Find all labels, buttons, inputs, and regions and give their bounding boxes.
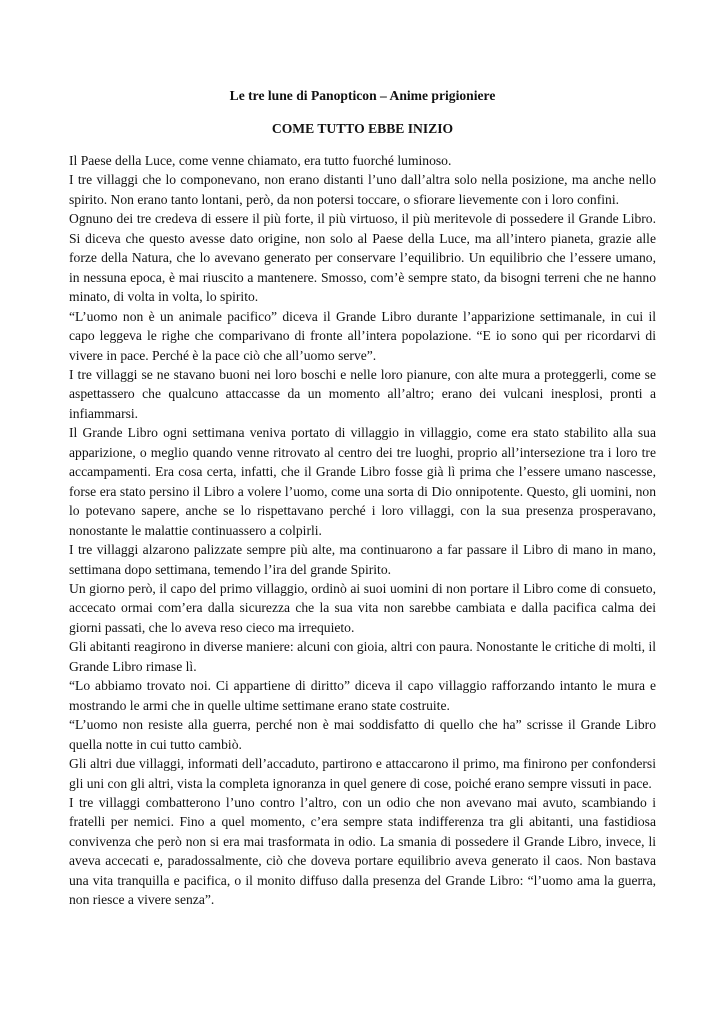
paragraph: I tre villaggi alzarono palizzate sempre più alte, ma continuarono a far passare il Libro di mano in mano, settimana dopo settimana, temendo l’ira del grande Spirito.: [69, 542, 656, 577]
paragraph: Gli abitanti reagirono in diverse maniere: alcuni con gioia, altri con paura. Nonostante le critiche di molti, il Grande Libro rimase lì.: [69, 639, 656, 674]
paragraph: Il Paese della Luce, come venne chiamato, era tutto fuorché luminoso.: [69, 153, 452, 168]
paragraph: I tre villaggi che lo componevano, non erano distanti l’uno dall’altra solo nella posizione, ma anche nello spirito. Non erano tanto lontani, però, da non potersi toccare, o sfiorare lievemente con i loro confini.: [69, 172, 656, 207]
body-text: [69, 151, 656, 910]
chapter-heading: COME TUTTO EBBE INIZIO: [271, 121, 454, 136]
paragraph: “L’uomo non è un animale pacifico” diceva il Grande Libro durante l’apparizione settimanale, in cui il capo leggeva le righe che comparivano di fronte all’intera popolazione. “E io sono qui per ricordarvi di vivere in pace. Perché è la pace ciò che all’uomo serve”.: [69, 308, 656, 363]
paragraph: Il Grande Libro ogni settimana veniva portato di villaggio in villaggio, come era stato stabilito alla sua apparizione, o meglio quando venne ritrovato al centro dei tre luoghi, proprio all’intersezione tra i loro tre accampamenti. Era cosa certa, infatti, che il Grande Libro fosse già lì prima che l’essere umano nascesse, forse era stato persino il Libro a volere l’uomo, come una sorta di Dio onnipotente. Questo, gli uomini, non lo potevano sapere, anche se lo rispettavano perché i loro villaggi, con la sua presenza prosperavano, nonostante le malattie continuassero a colpirli.: [69, 425, 656, 538]
document-page: [69, 86, 656, 910]
paragraph: I tre villaggi se ne stavano buoni nei loro boschi e nelle loro pianure, con alte mura a proteggerli, come se aspettassero che qualcuno attaccasse da un momento all’altro; erano dei vulcani inesplosi, pronti a infiammarsi.: [69, 366, 656, 421]
paragraph: “Lo abbiamo trovato noi. Ci appartiene di diritto” diceva il capo villaggio rafforzando intanto le mura e mostrando le armi che in quelle ultime settimane erano state costruite.: [69, 678, 656, 713]
paragraph: “L’uomo non resiste alla guerra, perché non è mai soddisfatto di quello che ha” scrisse il Grande Libro quella notte in cui tutto cambiò.: [69, 717, 656, 752]
paragraph: Gli altri due villaggi, informati dell’accaduto, partirono e attaccarono il primo, ma finirono per confondersi gli uni con gli altri, vista la completa ignoranza in quel genere di cose, poiché erano sempre vissuti in pace.: [69, 756, 656, 791]
paragraph: Un giorno però, il capo del primo villaggio, ordinò ai suoi uomini di non portare il Libro come di consueto, accecato ormai com’era dalla sicurezza che la sua vita non sarebbe cambiata e dalla pacifica calma dei giorni passati, che lo aveva reso cieco ma irrequieto.: [69, 580, 656, 635]
document-title: Le tre lune di Panopticon – Anime prigioniere: [229, 88, 496, 103]
paragraph: I tre villaggi combatterono l’uno contro l’altro, con un odio che non avevano mai avuto, scambiando i fratelli per nemici. Fino a quel momento, c’era sempre stata indifferenza tra gli abitanti, una fastidiosa convivenza che però non si era mai trasformata in odio. La smania di possedere il Grande Libro, invece, li aveva accecati e, paradossalmente, ciò che doveva portare equilibrio aveva generato il caos. Non bastava una vita tranquilla e pacifica, o il monito diffuso dalla presenza del Grande Libro: “l’uomo ama la guerra, non riesce a vivere senza”.: [69, 794, 656, 908]
paragraph: Ognuno dei tre credeva di essere il più forte, il più virtuoso, il più meritevole di possedere il Grande Libro. Si diceva che questo avesse dato origine, non solo al Paese della Luce, ma all’intero pianeta, grazie alle forze della Natura, che lo avevano generato per conservare l’equilibrio. Un equilibrio che l’essere umano, in nessuna epoca, è mai riuscito a mantenere. Smosso, com’è sempre stato, da bisogni terreni che ne hanno minato, di volta in volta, lo spirito.: [69, 211, 656, 305]
